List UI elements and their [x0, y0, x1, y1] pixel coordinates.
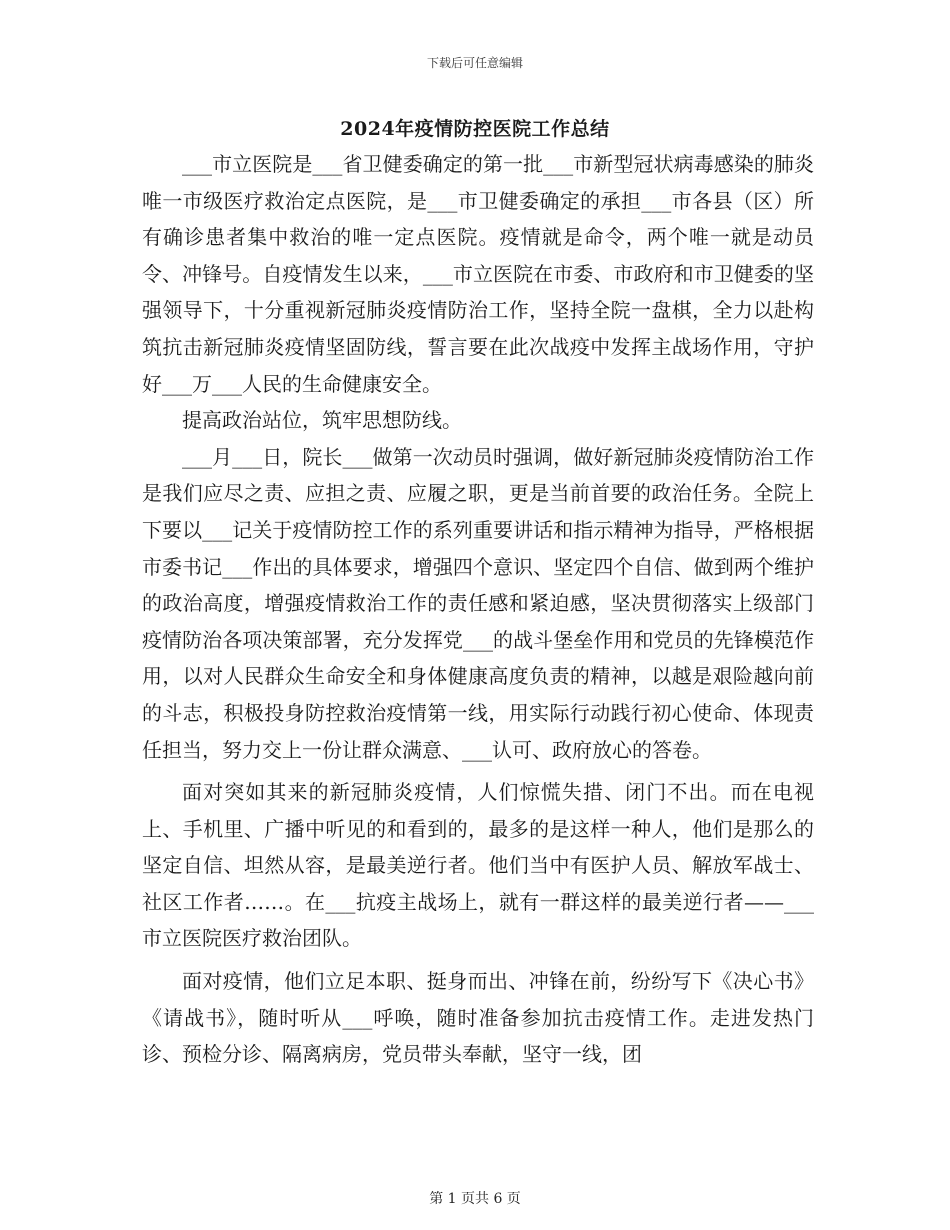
- paragraph-mobilization: ___月___日，院长___做第一次动员时强调，做好新冠肺炎疫情防治工作是我们应尽之责、应担之责、应履之职，更是当前首要的政治任务。全院上下要以___记关于疫情防控工作的系列重要讲话和指示精神为指导，严格根据市委书记___作出的具体要求，增强四个意识、坚定四个自信、做到两个维护的政治高度，增强疫情救治工作的责任感和紧迫感，坚决贯彻落实上级部门疫情防治各项决策部署，充分发挥党___的战斗堡垒作用和党员的先锋模范作用，以对人民群众生命安全和身体健康高度负责的精神，以越是艰险越向前的斗志，积极投身防控救治疫情第一线，用实际行动践行初心使命、体现责任担当，努力交上一份让群众满意、___认可、政府放心的答卷。: [142, 444, 814, 762]
- page-header-note: 下载后可任意编辑: [426, 56, 523, 70]
- document-title: 2024年疫情防控医院工作总结: [340, 118, 610, 140]
- paragraph-frontline: 面对疫情，他们立足本职、挺身而出、冲锋在前，纷纷写下《决心书》《请战书》，随时听从___呼唤，随时准备参加抗击疫情工作。走进发热门诊、预检分诊、隔离病房，党员带头奉献，坚守一线，团: [142, 969, 814, 1067]
- paragraph-retrograde-heroes: 面对突如其来的新冠肺炎疫情，人们惊慌失措、闭门不出。而在电视上、手机里、广播中听见的和看到的，最多的是这样一种人，他们是那么的坚定自信、坦然从容，是最美逆行者。他们当中有医护人员、解放军战士、社区工作者……。在___抗疫主战场上，就有一群这样的最美逆行者——___市立医院医疗救治团队。: [142, 780, 814, 951]
- page-number-footer: 第 1 页共 6 页: [429, 1191, 521, 1207]
- document-body: [142, 146, 814, 1073]
- paragraph-intro: ___市立医院是___省卫健委确定的第一批___市新型冠状病毒感染的肺炎唯一市级医疗救治定点医院，是___市卫健委确定的承担___市各县（区）所有确诊患者集中救治的唯一定点医院。疫情就是命令，两个唯一就是动员令、冲锋号。自疫情发生以来，___市立医院在市委、市政府和市卫健委的坚强领导下，十分重视新冠肺炎疫情防治工作，坚持全院一盘棋，全力以赴构筑抗击新冠肺炎疫情坚固防线，誓言要在此次战疫中发挥主战场作用，守护好___万___人民的生命健康安全。: [142, 152, 814, 396]
- paragraph-section-heading: 提高政治站位，筑牢思想防线。: [182, 408, 462, 433]
